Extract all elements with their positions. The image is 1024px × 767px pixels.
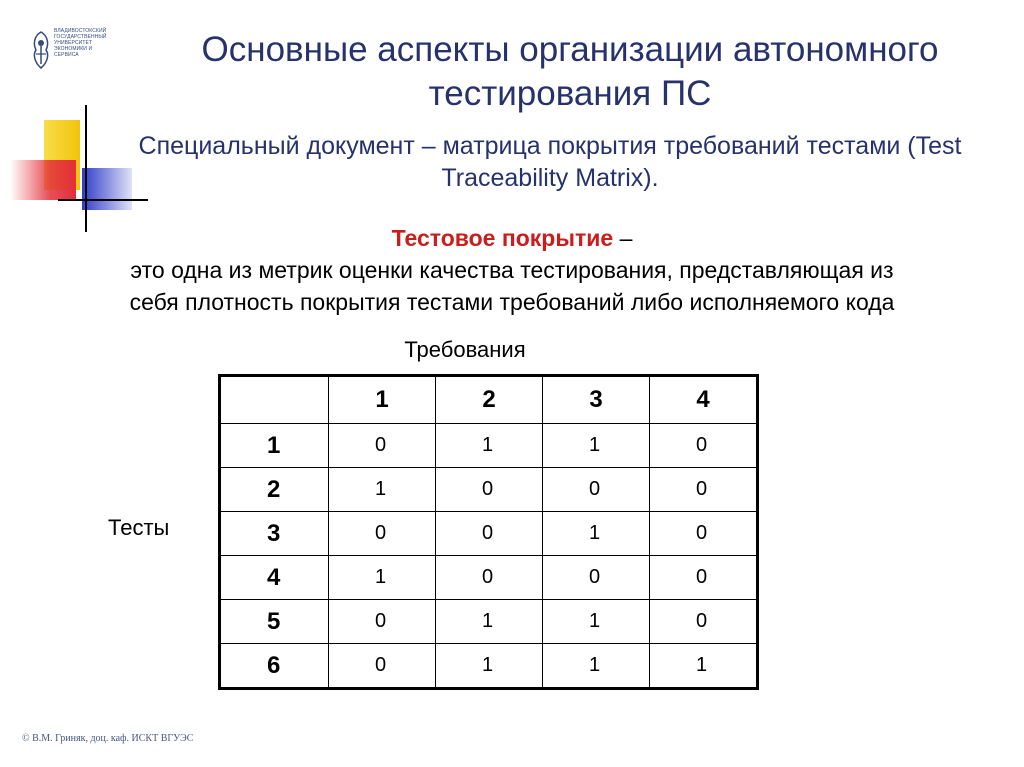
test-header: 2 xyxy=(220,468,329,512)
logo-text xyxy=(54,28,110,58)
coverage-cell: 0 xyxy=(436,556,543,600)
slide-subtitle: Специальный документ – матрица покрытия требований тестами (Test Traceability Matrix). xyxy=(138,132,962,192)
test-header: 6 xyxy=(220,644,329,689)
logo-line: УНИВЕРСИТЕТ xyxy=(54,40,93,46)
test-header: 5 xyxy=(220,600,329,644)
logo-line: ЭКОНОМИКИ И xyxy=(54,46,93,52)
coverage-cell: 1 xyxy=(436,424,543,468)
logo-line: СЕРВИСА xyxy=(54,52,79,58)
test-header: 4 xyxy=(220,556,329,600)
deco-red-bar xyxy=(10,160,76,200)
coverage-cell: 0 xyxy=(329,424,436,468)
requirement-header: 2 xyxy=(436,376,543,424)
coverage-cell: 1 xyxy=(650,644,758,689)
table-row xyxy=(220,512,758,556)
coverage-cell: 1 xyxy=(329,556,436,600)
traceability-matrix xyxy=(218,374,759,690)
university-logo xyxy=(30,28,110,74)
definition-dash: – xyxy=(613,225,633,251)
coverage-cell: 1 xyxy=(543,512,650,556)
coverage-cell: 0 xyxy=(650,424,758,468)
footer-copyright: © В.М. Гриняк, доц. каф. ИСКТ ВГУЭС xyxy=(22,733,194,744)
definition-line-1: это одна из метрик оценки качества тестирования, представляющая из xyxy=(130,257,894,283)
coverage-cell: 0 xyxy=(329,644,436,689)
requirement-header: 1 xyxy=(329,376,436,424)
table-row xyxy=(220,424,758,468)
table-row xyxy=(220,644,758,689)
coverage-cell: 1 xyxy=(436,644,543,689)
test-header: 3 xyxy=(220,512,329,556)
definition-block xyxy=(0,222,1024,318)
table-row xyxy=(220,556,758,600)
logo-line: ГОСУДАРСТВЕННЫЙ xyxy=(54,34,107,40)
coverage-cell: 1 xyxy=(543,424,650,468)
university-crest-icon xyxy=(30,30,52,70)
coverage-cell: 0 xyxy=(543,556,650,600)
coverage-cell: 0 xyxy=(650,600,758,644)
coverage-cell: 0 xyxy=(329,512,436,556)
tests-label: Тесты xyxy=(108,515,170,540)
test-header: 1 xyxy=(220,424,329,468)
coverage-cell: 0 xyxy=(543,468,650,512)
matrix-header-row xyxy=(220,376,758,424)
coverage-cell: 1 xyxy=(543,644,650,689)
requirements-label: Требования xyxy=(404,337,526,362)
coverage-cell: 1 xyxy=(329,468,436,512)
requirement-header: 4 xyxy=(650,376,758,424)
requirement-header: 3 xyxy=(543,376,650,424)
coverage-cell: 1 xyxy=(543,600,650,644)
coverage-cell: 0 xyxy=(436,468,543,512)
table-row xyxy=(220,468,758,512)
definition-heading xyxy=(0,222,1024,254)
coverage-cell: 0 xyxy=(650,468,758,512)
matrix-corner-cell xyxy=(220,376,329,424)
coverage-cell: 0 xyxy=(329,600,436,644)
definition-line-2: себя плотность покрытия тестами требований либо исполняемого кода xyxy=(129,289,895,315)
coverage-cell: 0 xyxy=(650,556,758,600)
logo-line: ВЛАДИВОСТОКСКИЙ xyxy=(54,28,107,34)
slide-title: Основные аспекты организации автономного тестирования ПС xyxy=(201,30,939,113)
coverage-cell: 0 xyxy=(436,512,543,556)
table-row xyxy=(220,600,758,644)
coverage-cell: 0 xyxy=(650,512,758,556)
definition-term: Тестовое покрытие xyxy=(391,225,614,251)
coverage-cell: 1 xyxy=(436,600,543,644)
